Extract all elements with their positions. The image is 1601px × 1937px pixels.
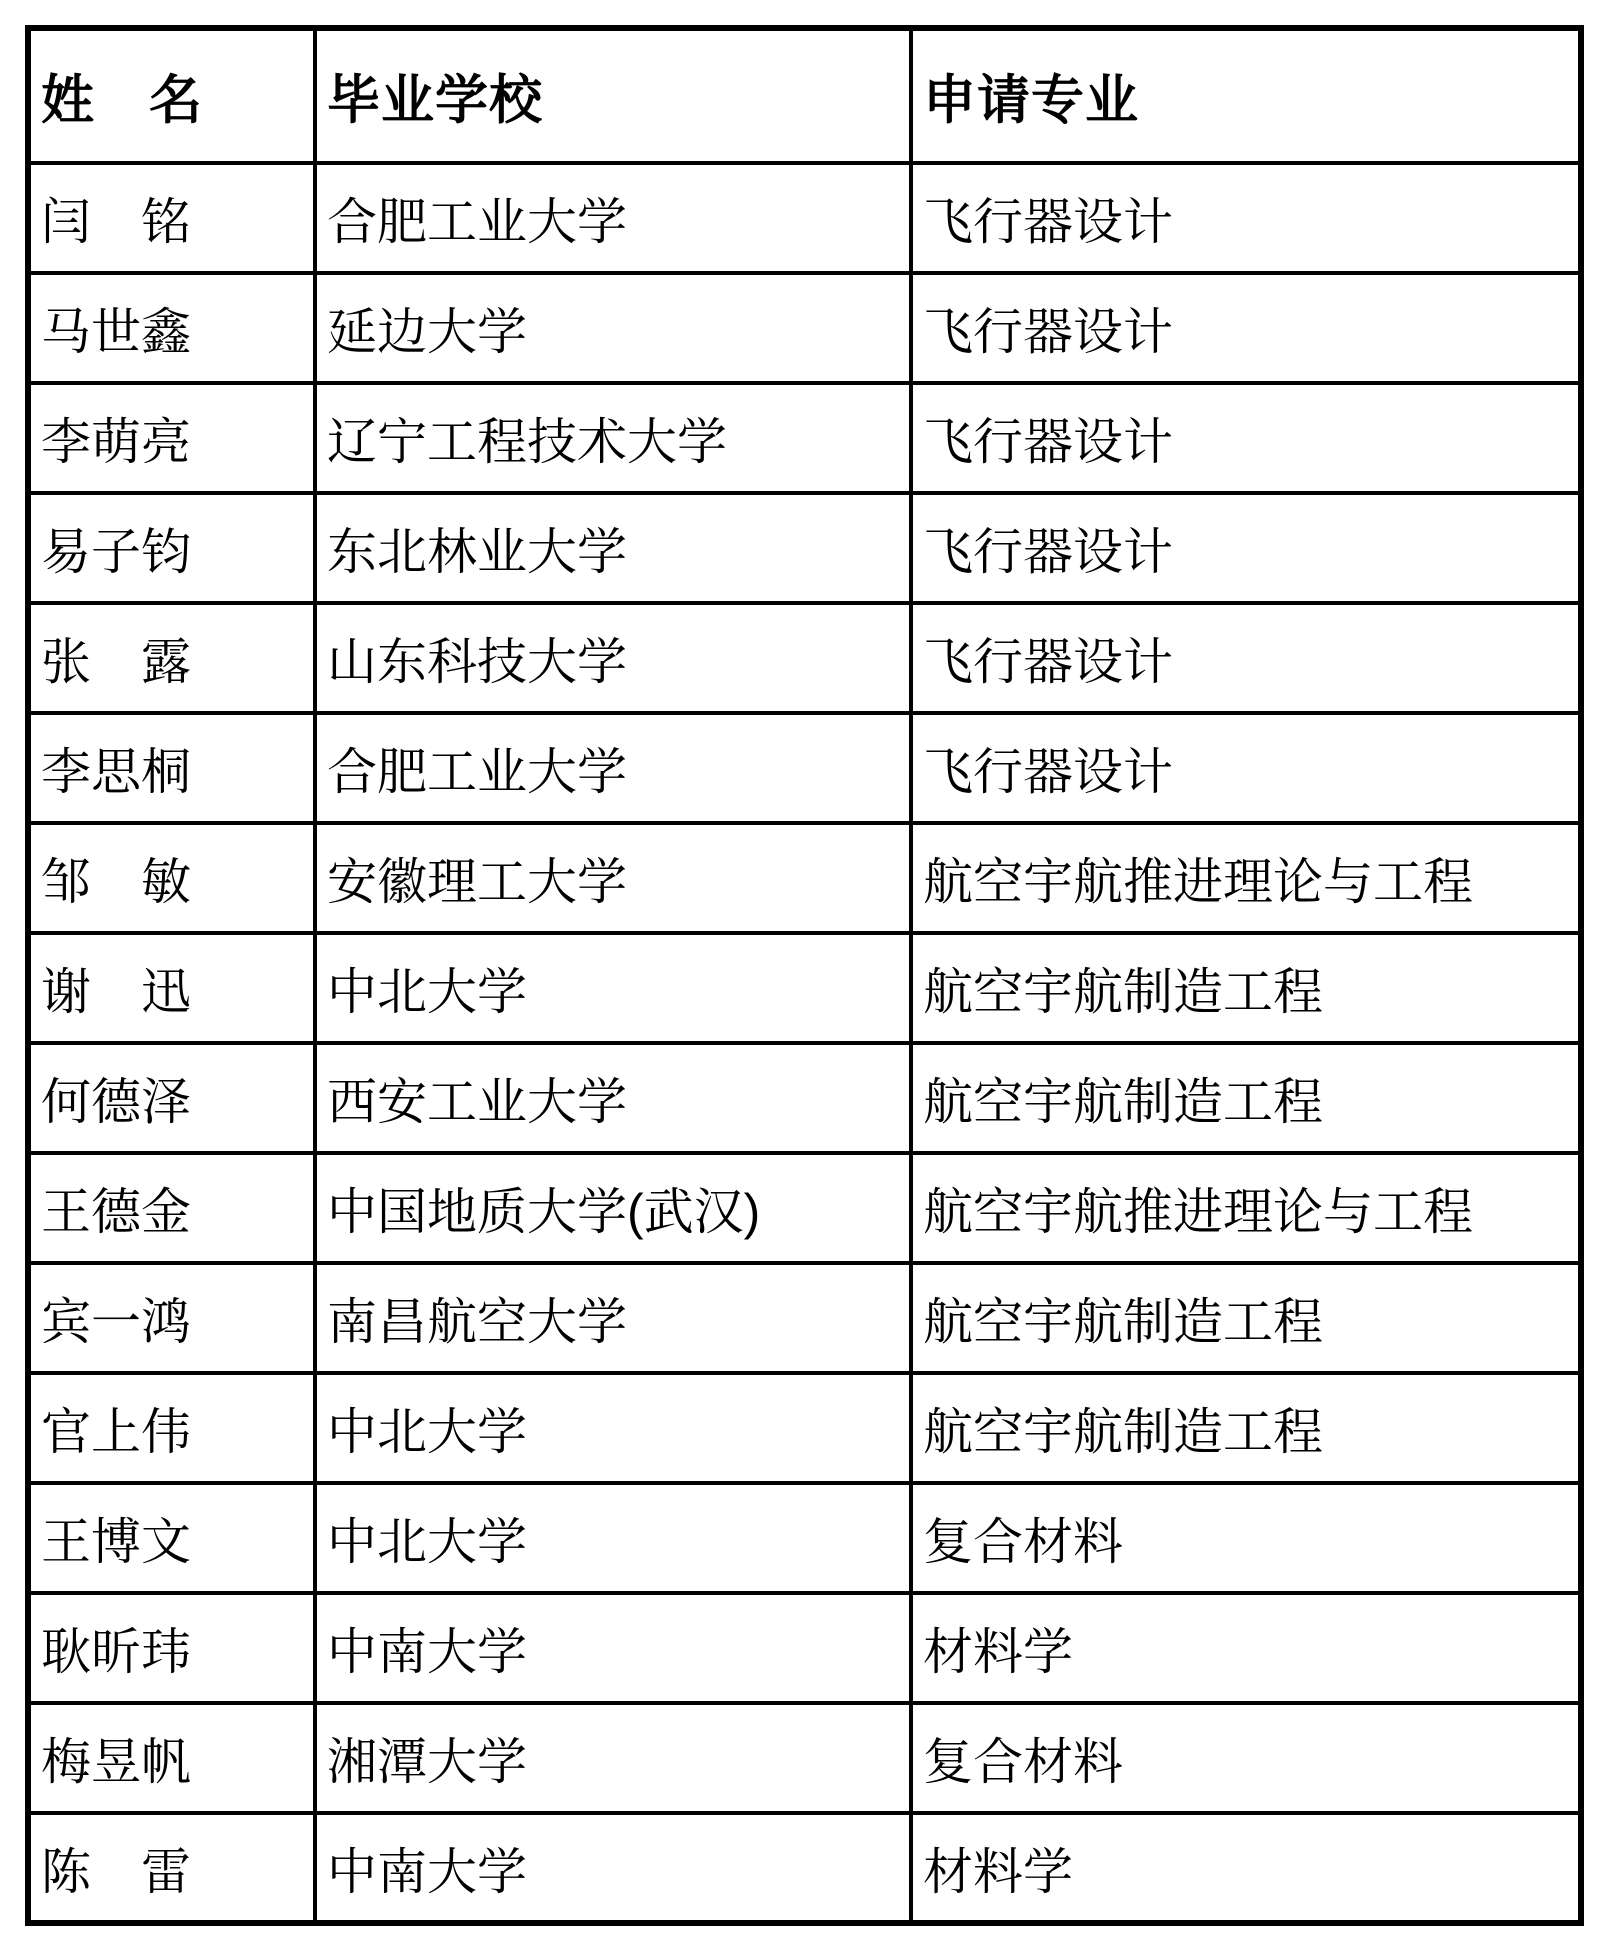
table-row [28, 163, 1581, 273]
applicant-school: 湘潭大学 [315, 1703, 911, 1813]
applicant-school: 中南大学 [315, 1593, 911, 1703]
applicant-name: 李萌亮 [28, 383, 315, 493]
table-row [28, 823, 1581, 933]
applicant-name: 王博文 [28, 1483, 315, 1593]
applicant-name: 李思桐 [28, 713, 315, 823]
table-row [28, 1263, 1581, 1373]
applicant-major: 飞行器设计 [911, 163, 1581, 273]
applicant-name: 梅昱帆 [28, 1703, 315, 1813]
table-row [28, 1703, 1581, 1813]
applicant-major: 航空宇航推进理论与工程 [911, 823, 1581, 933]
table-row [28, 383, 1581, 493]
applicant-school: 安徽理工大学 [315, 823, 911, 933]
applicant-name: 官上伟 [28, 1373, 315, 1483]
applicant-major: 飞行器设计 [911, 273, 1581, 383]
applicant-name: 耿昕玮 [28, 1593, 315, 1703]
applicant-school: 合肥工业大学 [315, 163, 911, 273]
applicant-major: 航空宇航制造工程 [911, 1043, 1581, 1153]
applicant-school: 合肥工业大学 [315, 713, 911, 823]
column-header-school: 毕业学校 [315, 28, 911, 163]
table-row [28, 1593, 1581, 1703]
column-header-major: 申请专业 [911, 28, 1581, 163]
applicant-major: 飞行器设计 [911, 603, 1581, 713]
applicant-major: 航空宇航制造工程 [911, 1263, 1581, 1373]
applicant-major: 航空宇航制造工程 [911, 933, 1581, 1043]
applicant-name: 易子钧 [28, 493, 315, 603]
header-row [28, 28, 1581, 163]
applicant-major: 航空宇航推进理论与工程 [911, 1153, 1581, 1263]
table-row [28, 1813, 1581, 1923]
applicant-major: 复合材料 [911, 1483, 1581, 1593]
applicant-major: 飞行器设计 [911, 713, 1581, 823]
applicant-name: 王德金 [28, 1153, 315, 1263]
applicant-name: 闫 铭 [28, 163, 315, 273]
table-row [28, 1483, 1581, 1593]
applicant-name: 邹 敏 [28, 823, 315, 933]
table-row [28, 713, 1581, 823]
column-header-name: 姓 名 [28, 28, 315, 163]
table-row [28, 493, 1581, 603]
applicant-school: 西安工业大学 [315, 1043, 911, 1153]
table-row [28, 1153, 1581, 1263]
applicant-school: 延边大学 [315, 273, 911, 383]
applicant-school: 中北大学 [315, 1483, 911, 1593]
applicant-school: 南昌航空大学 [315, 1263, 911, 1373]
applicant-major: 飞行器设计 [911, 383, 1581, 493]
applicant-school: 东北林业大学 [315, 493, 911, 603]
applicant-major: 材料学 [911, 1813, 1581, 1923]
applicant-name: 何德泽 [28, 1043, 315, 1153]
applicant-school: 中国地质大学(武汉) [315, 1153, 911, 1263]
table-row [28, 1043, 1581, 1153]
applicant-major: 材料学 [911, 1593, 1581, 1703]
applicant-name: 谢 迅 [28, 933, 315, 1043]
applicant-name: 马世鑫 [28, 273, 315, 383]
applicant-school: 中北大学 [315, 933, 911, 1043]
table-row [28, 1373, 1581, 1483]
applicant-school: 辽宁工程技术大学 [315, 383, 911, 493]
applicant-name: 张 露 [28, 603, 315, 713]
applicant-name: 宾一鸿 [28, 1263, 315, 1373]
applicants-table [25, 25, 1584, 1926]
applicant-school: 山东科技大学 [315, 603, 911, 713]
applicant-name: 陈 雷 [28, 1813, 315, 1923]
applicant-major: 飞行器设计 [911, 493, 1581, 603]
table-row [28, 273, 1581, 383]
applicant-major: 复合材料 [911, 1703, 1581, 1813]
table-row [28, 933, 1581, 1043]
applicant-school: 中南大学 [315, 1813, 911, 1923]
applicant-major: 航空宇航制造工程 [911, 1373, 1581, 1483]
table-row [28, 603, 1581, 713]
applicant-school: 中北大学 [315, 1373, 911, 1483]
